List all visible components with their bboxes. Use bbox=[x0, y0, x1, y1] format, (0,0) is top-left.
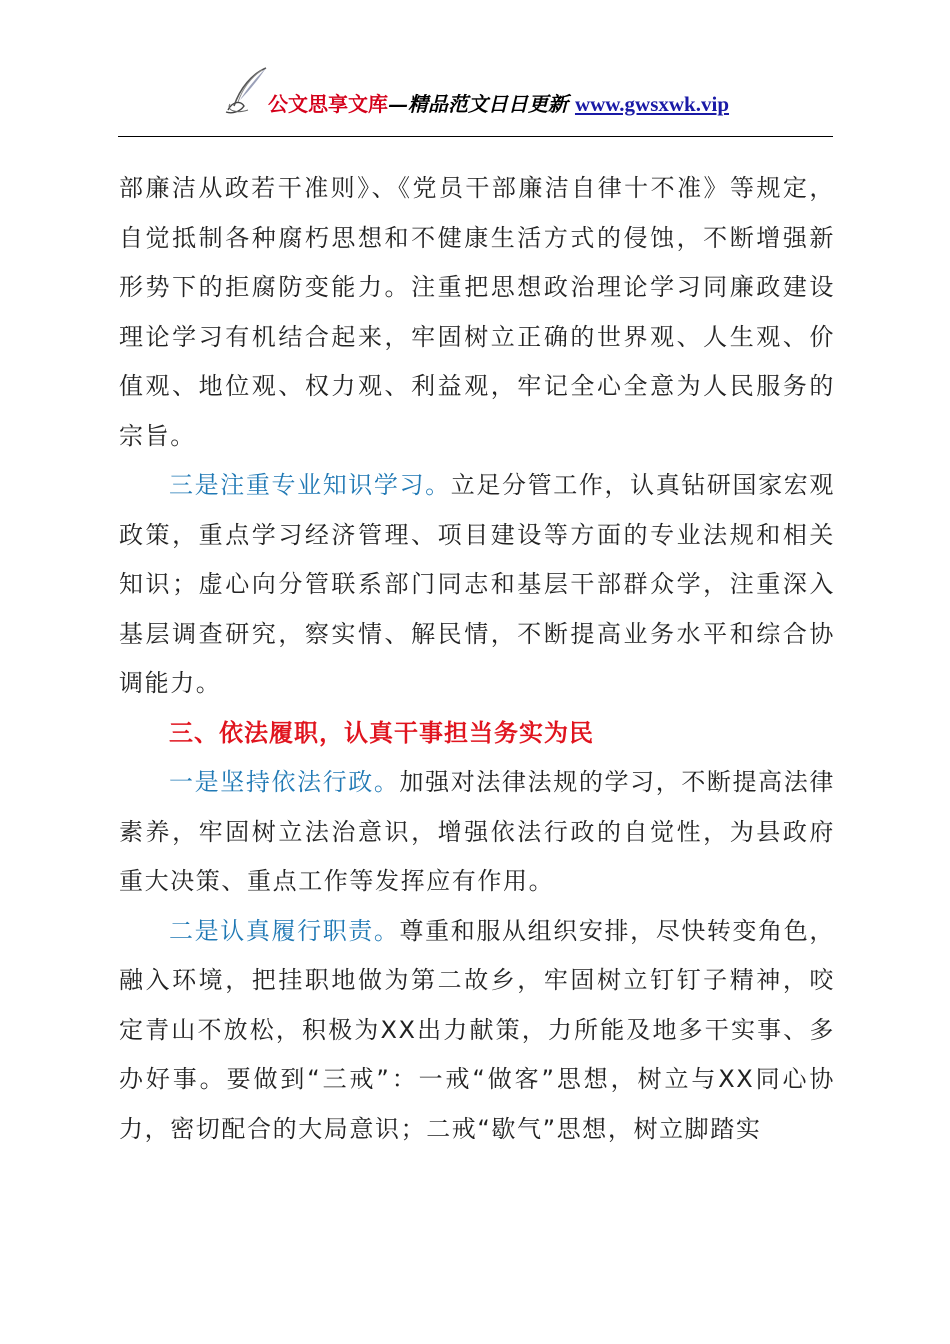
header-divider bbox=[118, 136, 833, 137]
paragraph-2 bbox=[119, 461, 835, 709]
document-body bbox=[119, 164, 835, 1154]
quill-pen-icon bbox=[222, 66, 270, 116]
site-tagline: —精品范文日日更新 bbox=[388, 92, 575, 116]
site-name: 公文思享文库 bbox=[268, 92, 388, 116]
paragraph-4 bbox=[119, 907, 835, 1155]
paragraph-3 bbox=[119, 758, 835, 907]
paragraph-4-lead: 二是认真履行职责。 bbox=[169, 916, 400, 945]
paragraph-1: 部廉洁从政若干准则》、《党员干部廉洁自律十不准》等规定，自觉抵制各种腐朽思想和不健康生活方式的侵蚀，不断增强新形势下的拒腐防变能力。注重把思想政治理论学习同廉政建设理论学习有机结合起来，牢固树立正确的世界观、人生观、价值观、地位观、权力观、利益观，牢记全心全意为人民服务的宗旨。 bbox=[119, 174, 835, 450]
section-heading: 三、依法履职，认真干事担当务实为民 bbox=[169, 718, 594, 747]
paragraph-2-text: 立足分管工作，认真钻研国家宏观政策，重点学习经济管理、项目建设等方面的专业法规和相关知识；虚心向分管联系部门同志和基层干部群众学，注重深入基层调查研究，察实情、解民情，不断提高业务水平和综合协调能力。 bbox=[119, 471, 835, 697]
site-url-link[interactable]: www.gwsxwk.vip bbox=[574, 92, 730, 116]
header-title bbox=[268, 90, 729, 118]
page-header bbox=[118, 62, 833, 140]
paragraph-3-lead: 一是坚持依法行政。 bbox=[169, 768, 400, 796]
paragraph-3-text: 加强对法律法规的学习，不断提高法律素养，牢固树立法治意识，增强依法行政的自觉性，为县政府重大决策、重点工作等发挥应有作用。 bbox=[119, 768, 835, 895]
paragraph-2-lead: 三是注重专业知识学习。 bbox=[169, 471, 451, 499]
paragraph-4-text: 尊重和服从组织安排，尽快转变角色，融入环境，把挂职地做为第二故乡，牢固树立钉钉子精神，咬定青山不放松，积极为XX出力献策，力所能及地多干实事、多办好事。要做到“三戒”：一戒“做客”思想，树立与XX同心协力，密切配合的大局意识；二戒“歇气”思想，树立脚踏实 bbox=[119, 916, 835, 1143]
